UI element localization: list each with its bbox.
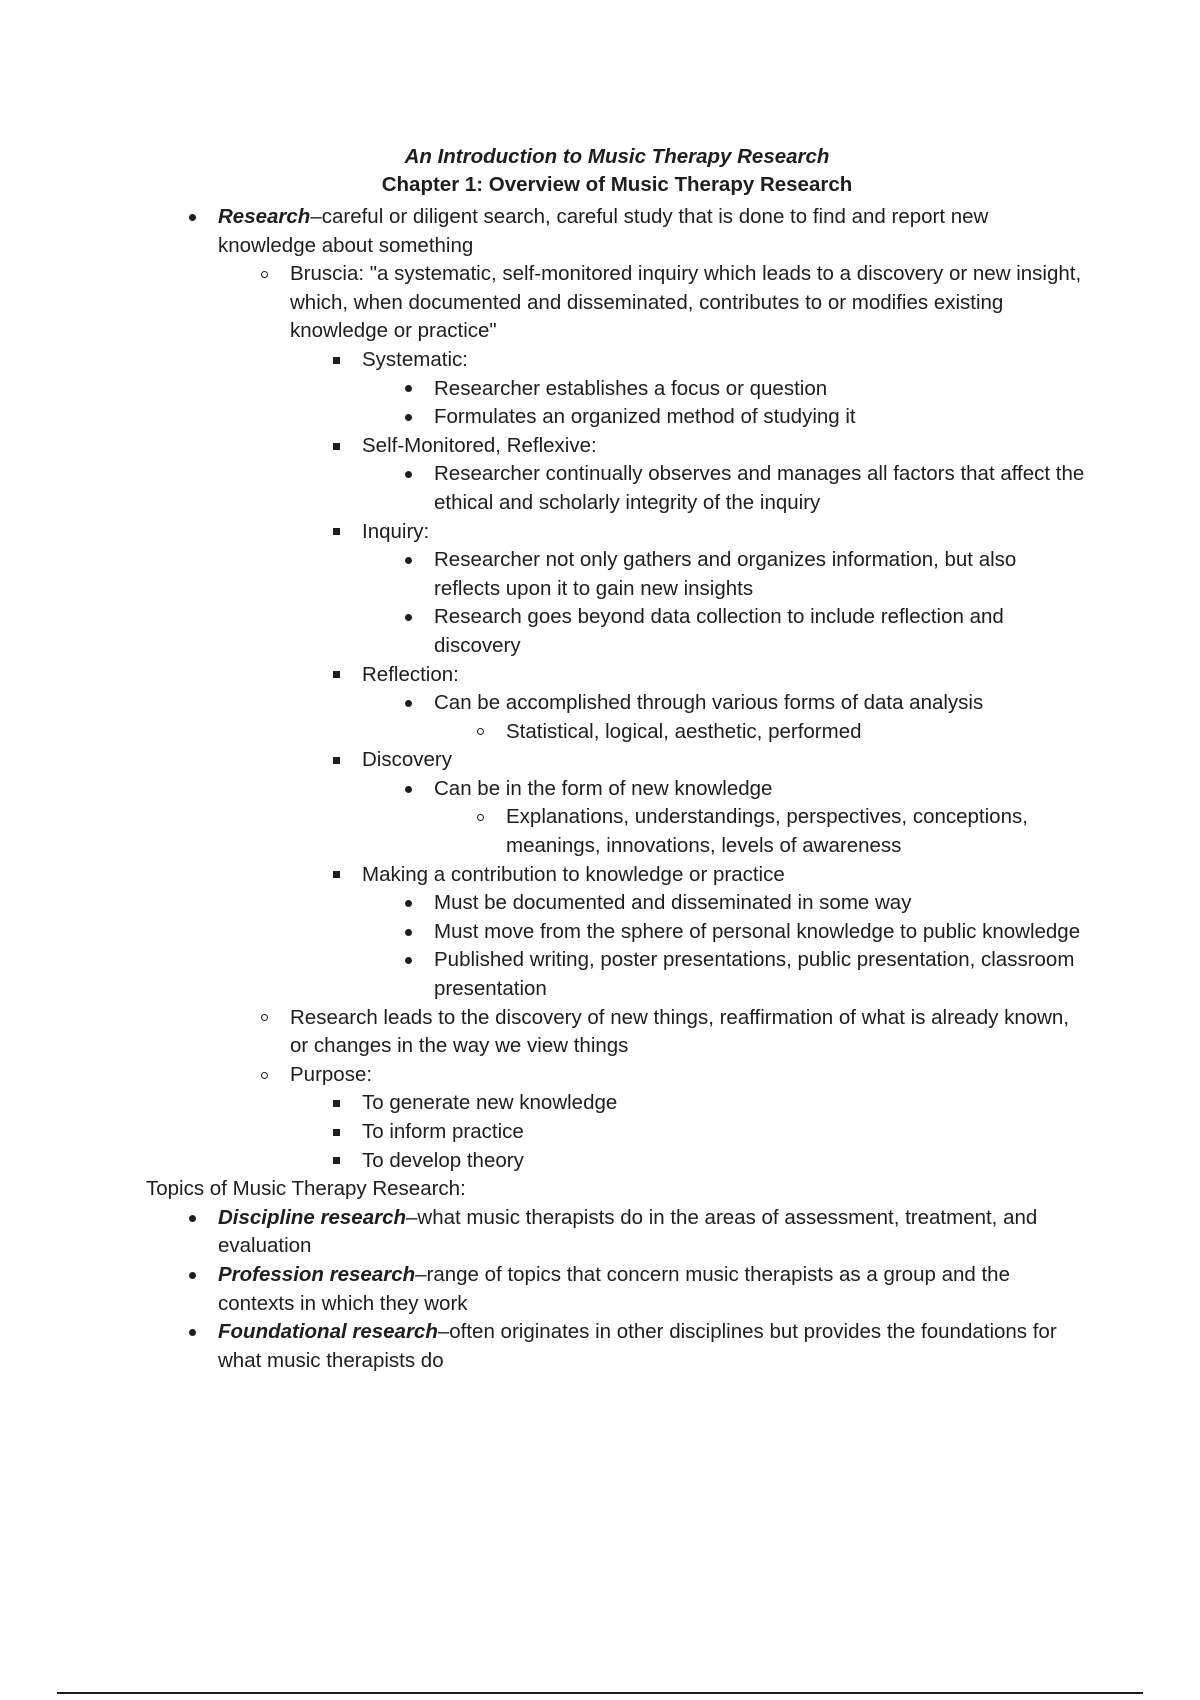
research-definition: –careful or diligent search, careful study that is done to find and report new knowledge about something (218, 205, 989, 257)
bullet-square-icon (326, 432, 346, 461)
term-profession: Profession research (218, 1262, 416, 1286)
bullet-square-icon (326, 1147, 346, 1176)
list-item (434, 603, 1086, 660)
document-body (146, 203, 1086, 1375)
list-item-inquiry (362, 518, 1086, 661)
bullet-circle-icon (470, 718, 490, 747)
list-item-self-monitored (362, 432, 1086, 518)
page-bottom-rule (57, 1692, 1143, 1694)
list-item-text: To generate new knowledge (362, 1091, 618, 1115)
list-item (434, 775, 1086, 861)
list-item-topic (218, 1261, 1086, 1318)
list-item-text: To inform practice (362, 1120, 524, 1143)
list-item-text: Published writing, poster presentations, public presentation, classroom presentation (434, 948, 1075, 1001)
list-item-text: Researcher not only gathers and organizes information, but also reflects upon it to gain new insights (434, 548, 1017, 600)
term-foundational: Foundational research (218, 1320, 438, 1344)
list-item-bruscia (290, 260, 1086, 1003)
bullet-circle-icon (470, 803, 490, 832)
list-item (434, 375, 1086, 404)
bullet-square-icon (326, 746, 346, 775)
list-item-text: Formulates an organized method of studying it (434, 405, 856, 429)
self-monitored-label: Self-Monitored, Reflexive: (362, 433, 597, 457)
bullet-circle-icon (254, 1061, 274, 1090)
bullet-square-icon (326, 1089, 346, 1118)
list-item-topic (218, 1204, 1086, 1261)
bullet-square-icon (326, 346, 346, 375)
list-item-leads-to (290, 1004, 1086, 1061)
list-item-text: Can be in the form of new knowledge (434, 776, 773, 800)
list-item-text: Explanations, understandings, perspectives, conceptions, meanings, innovations, levels of awareness (506, 805, 1028, 858)
term-research: Research (218, 205, 311, 228)
list-item-text: Can be accomplished through various forms of data analysis (434, 691, 984, 715)
list-item (434, 689, 1086, 746)
topic-definition: –range of topics that concern music therapists as a group and the contexts in which they work (218, 1262, 1010, 1315)
list-item-reflection (362, 661, 1086, 747)
bruscia-quote: Bruscia: "a systematic, self-monitored inquiry which leads to a discovery or new insight, which, when documented and disseminated, contributes to or modifies existing knowledge or practice" (290, 262, 1082, 343)
list-item-text: Must be documented and disseminated in some way (434, 891, 912, 915)
topics-list (146, 1204, 1086, 1376)
list-item-research (218, 203, 1086, 1175)
bullet-disc-icon (398, 918, 418, 947)
bullet-square-icon (326, 861, 346, 890)
reflection-label: Reflection: (362, 662, 459, 686)
list-item-text: Must move from the sphere of personal knowledge to public knowledge (434, 919, 1081, 943)
purpose-label: Purpose: (290, 1062, 373, 1086)
list-item-topic (218, 1318, 1086, 1375)
list-item (506, 718, 1086, 747)
chapter-heading: Chapter 1: Overview of Music Therapy Research (381, 173, 853, 196)
list-item-systematic (362, 346, 1086, 432)
term-discipline: Discipline research (218, 1205, 407, 1229)
bullet-square-icon (326, 518, 346, 547)
list-item (362, 1089, 1086, 1118)
list-item (362, 1147, 1086, 1176)
list-item-text: To develop theory (362, 1148, 524, 1172)
bullet-disc-icon (182, 203, 202, 232)
bullet-disc-icon (398, 603, 418, 632)
list-item (362, 1118, 1086, 1147)
bullet-disc-icon (398, 889, 418, 918)
bullet-circle-icon (254, 260, 274, 289)
list-item (434, 460, 1086, 517)
inquiry-label: Inquiry: (362, 519, 430, 543)
list-item (434, 546, 1086, 603)
list-item (506, 803, 1086, 860)
list-item (434, 889, 1086, 918)
bullet-disc-icon (182, 1318, 202, 1347)
list-item-contribution (362, 861, 1086, 1004)
bullet-disc-icon (398, 689, 418, 718)
bullet-disc-icon (182, 1204, 202, 1233)
list-item-text: Research goes beyond data collection to include reflection and discovery (434, 605, 1004, 657)
bruscia-sublist (290, 346, 1086, 1004)
bullet-square-icon (326, 661, 346, 690)
research-sublist (218, 260, 1086, 1175)
list-item-text: Researcher establishes a focus or question (434, 376, 828, 400)
topics-heading: Topics of Music Therapy Research: (146, 1177, 466, 1201)
discovery-label: Discovery (362, 748, 452, 772)
bullet-disc-icon (398, 775, 418, 804)
bullet-circle-icon (254, 1004, 274, 1033)
bullet-disc-icon (398, 403, 418, 432)
topic-definition: –what music therapists do in the areas of assessment, treatment, and evaluation (218, 1205, 1038, 1258)
systematic-label: Systematic: (362, 347, 468, 371)
list-item-purpose (290, 1061, 1086, 1175)
topic-definition: –often originates in other disciplines but provides the foundations for what music therapists do (218, 1320, 1057, 1372)
research-list (146, 203, 1086, 1175)
leads-to-text: Research leads to the discovery of new things, reaffirmation of what is already known, or changes in the way we view things (290, 1005, 1070, 1058)
bullet-disc-icon (398, 375, 418, 404)
bullet-disc-icon (398, 546, 418, 575)
list-item-text: Researcher continually observes and manages all factors that affect the ethical and scholarly integrity of the inquiry (434, 462, 1085, 514)
list-item-discovery (362, 746, 1086, 860)
list-item-text: Statistical, logical, aesthetic, performed (506, 719, 862, 743)
list-item (434, 403, 1086, 432)
document-title: An Introduction to Music Therapy Research (404, 145, 830, 168)
contribution-label: Making a contribution to knowledge or practice (362, 862, 785, 886)
list-item (434, 946, 1086, 1003)
bullet-disc-icon (398, 460, 418, 489)
bullet-disc-icon (182, 1261, 202, 1290)
bullet-disc-icon (398, 946, 418, 975)
bullet-square-icon (326, 1118, 346, 1147)
list-item (434, 918, 1086, 947)
